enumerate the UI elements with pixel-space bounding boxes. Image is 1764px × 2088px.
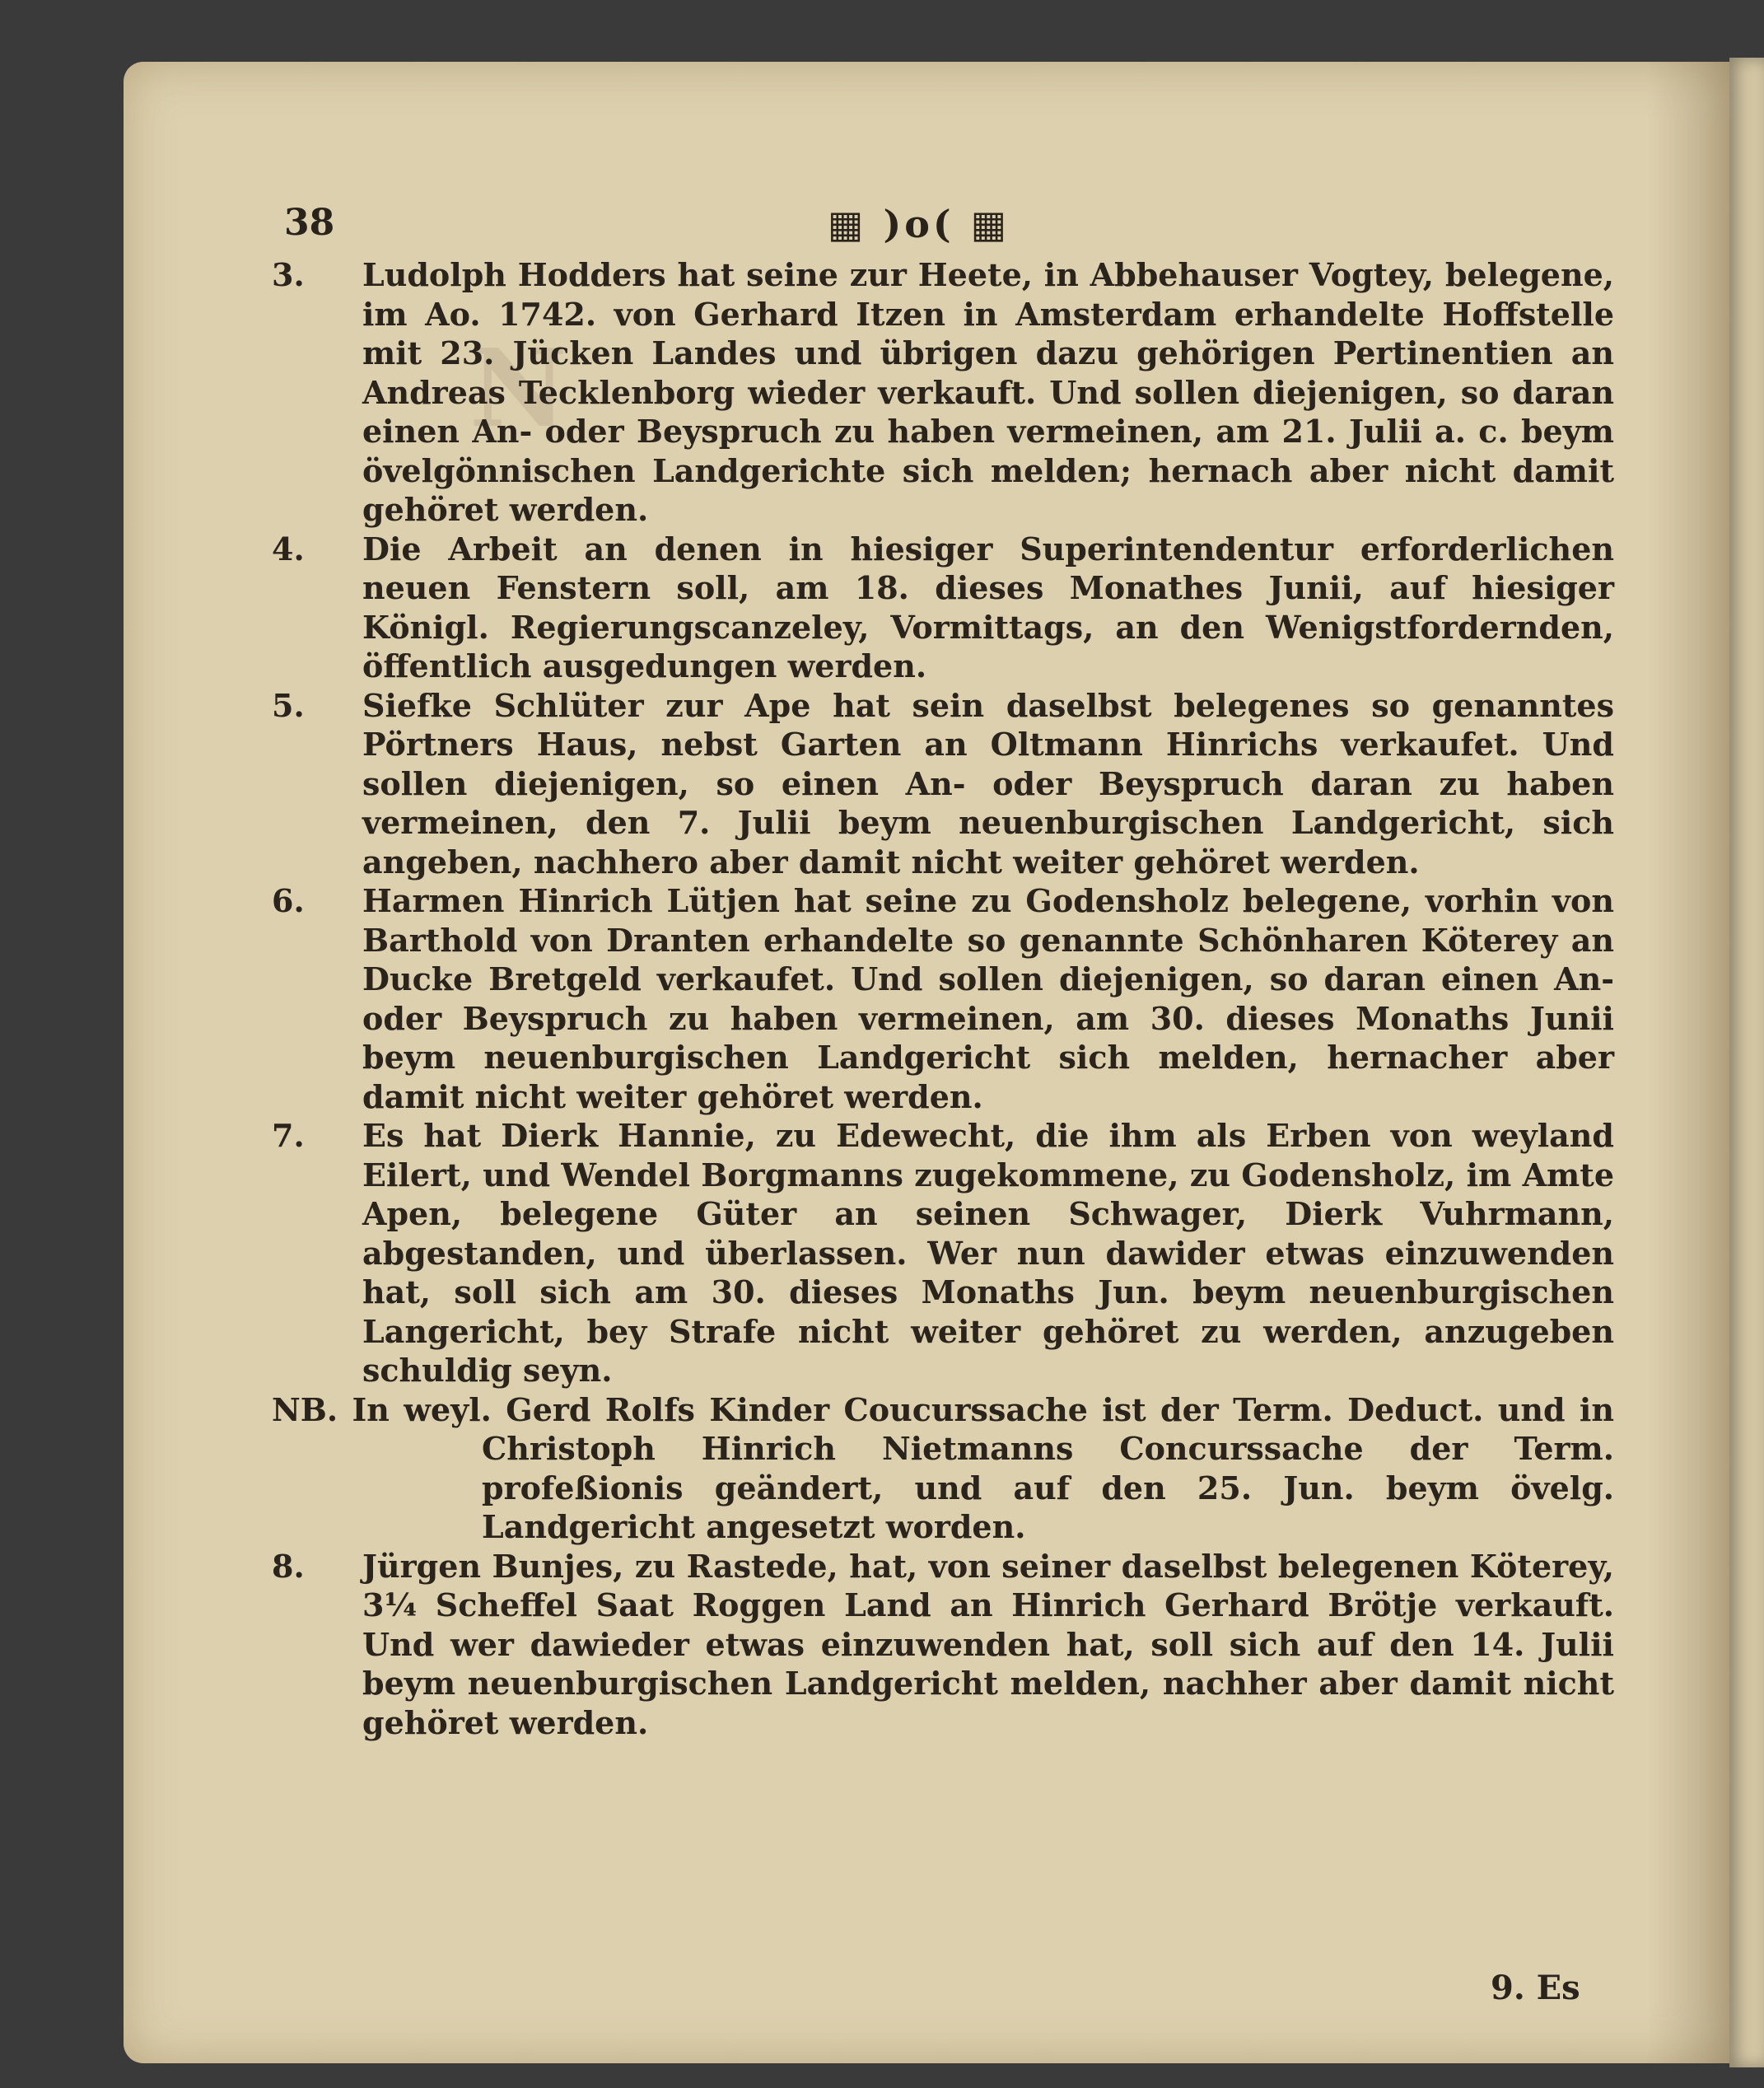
entry-number: 8. [272,1547,305,1585]
entry-text: Die Arbeit an denen in hiesiger Superintendentur erforderlichen neuen Fenstern soll, am 18. dieses Monathes Junii, auf hiesiger Königl. Regierungscanzeley, Vormittags, an den Wenigstfordernden, öffentlich ausgedungen werden. [362,530,1614,684]
next-page-edge [1729,58,1764,2067]
page-header [284,194,1610,259]
entry-text: Harmen Hinrich Lütjen hat seine zu Godensholz belegene, vorhin von Barthold von Dranten erhandelte so genannte Schönharen Köterey an Ducke Bretgeld verkaufet. Und sollen diejenigen, so daran einen An- oder Beyspruch zu haben vermeinen, am 30. dieses Monaths Junii beym neuenburgischen Landgericht sich melden, hernacher aber damit nicht weiter gehöret werden. [362,882,1614,1115]
header-ornament: ▦ )o( ▦ [828,202,1010,246]
nb-label: NB. [272,1390,338,1428]
entry-7 [272,1116,1614,1390]
page-edge-shadow [1647,62,1729,2063]
page-text [272,255,1614,1742]
entry-6 [272,881,1614,1116]
entry-number: 6. [272,882,305,919]
entry-4 [272,530,1614,686]
entry-text: Jürgen Bunjes, zu Rastede, hat, von seiner daselbst belegenen Köterey, 3¼ Scheffel Saat Roggen Land an Hinrich Gerhard Brötje verkauft. Und wer dawieder etwas einzuwenden hat, soll sich auf den 14. Julii beym neuenburgischen Landgericht melden, nachher aber damit nicht gehöret werden. [362,1547,1614,1741]
entry-text: Es hat Dierk Hannie, zu Edewecht, die ihm als Erben von weyland Eilert, und Wendel Borgmanns zugekommene, zu Godensholz, im Amte Apen, belegene Güter an seinen Schwager, Dierk Vuhrmann, abgestanden, und überlassen. Wer nun dawider etwas einzuwenden hat, soll sich am 30. dieses Monaths Jun. beym neuenburgischen Langericht, bey Strafe nicht weiter gehöret zu werden, anzugeben schuldig seyn. [362,1117,1614,1389]
entry-text: Ludolph Hodders hat seine zur Heete, in Abbehauser Vogtey, belegene, im Ao. 1742. von Gerhard Itzen in Amsterdam erhandelte Hoffstelle mit 23. Jücken Landes und übrigen dazu gehörigen Pertinentien an Andreas Tecklenborg wieder verkauft. Und sollen diejenigen, so daran einen An- oder Beyspruch zu haben vermeinen, am 21. Julii a. c. beym övelgönnischen Landgerichte sich melden; hernach aber nicht damit gehöret werden. [362,256,1614,528]
entry-5 [272,686,1614,882]
entry-text: Siefke Schlüter zur Ape hat sein daselbst belegenes so genanntes Pörtners Haus, nebst Garten an Oltmann Hinrichs verkaufet. Und sollen diejenigen, so einen An- oder Beyspruch daran zu haben vermeinen, den 7. Julii beym neuenburgischen Landgericht, sich angeben, nachhero aber damit nicht weiter gehöret werden. [362,686,1614,881]
entry-8 [272,1547,1614,1743]
nb-text: In weyl. Gerd Rolfs Kinder Coucurssache ist der Term. Deduct. und in Christoph Hinrich Nietmanns Concurssache der Term. profeßionis geändert, und auf den 25. Jun. beym övelg. Landgericht angesetzt worden. [352,1390,1614,1545]
entry-number: 7. [272,1117,305,1154]
entry-number: 5. [272,686,305,724]
nota-bene [272,1390,1614,1547]
entry-number: 3. [272,256,305,293]
page-number: 38 [284,202,335,244]
entry-number: 4. [272,530,305,568]
bleed-through-text: N [469,325,567,451]
entry-3 [272,255,1614,530]
catchword: 9. Es [1491,1969,1580,2007]
